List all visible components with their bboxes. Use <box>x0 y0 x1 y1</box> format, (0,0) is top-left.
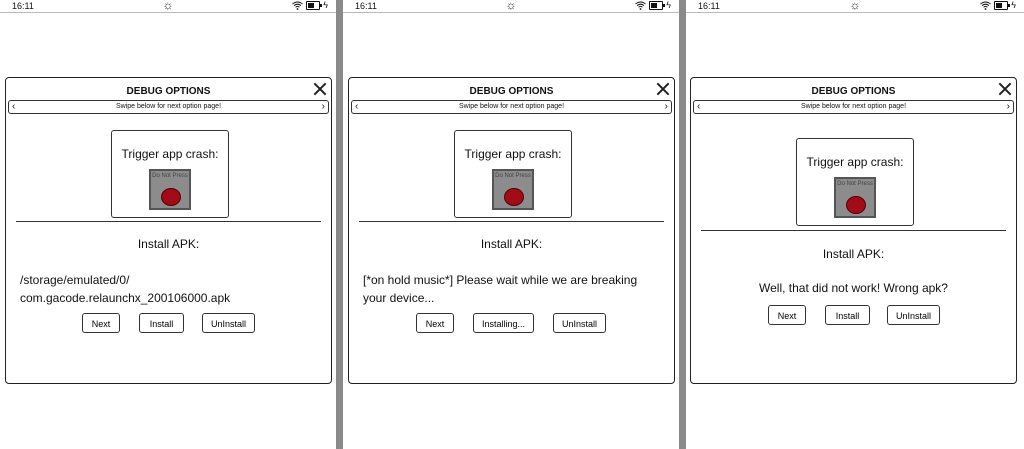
chevron-left-icon[interactable]: ‹ <box>355 101 359 112</box>
charging-icon: ϟ <box>1011 0 1016 10</box>
result-message: Well, that did not work! Wrong apk? <box>759 281 948 295</box>
crash-label: Trigger app crash: <box>464 147 562 161</box>
status-time: 16:11 <box>355 1 377 11</box>
pager-text: Swipe below for next option page! <box>115 103 222 110</box>
install-button[interactable]: Install <box>139 313 184 333</box>
charging-icon: ϟ <box>666 0 671 10</box>
status-time: 16:11 <box>12 1 34 11</box>
install-button[interactable]: Installing... <box>473 313 534 333</box>
divider <box>16 221 321 222</box>
crash-button[interactable] <box>149 169 191 210</box>
crash-label: Trigger app crash: <box>806 155 904 169</box>
uninstall-button[interactable]: UnInstall <box>887 305 940 325</box>
wifi-icon <box>292 1 303 10</box>
crash-button-label: Do Not Press <box>495 173 531 179</box>
next-button[interactable]: Next <box>768 305 806 325</box>
close-icon[interactable] <box>998 82 1012 96</box>
close-icon[interactable] <box>656 82 670 96</box>
battery-icon <box>649 1 663 10</box>
chevron-right-icon[interactable]: › <box>321 101 325 112</box>
debug-options-dialog <box>348 77 675 384</box>
chevron-right-icon[interactable]: › <box>664 101 668 112</box>
wifi-icon <box>980 1 991 10</box>
sun-icon: ☼ <box>849 0 861 12</box>
divider <box>359 221 664 222</box>
dialog-title: DEBUG OPTIONS <box>126 86 211 97</box>
crash-button[interactable] <box>492 169 534 210</box>
uninstall-button[interactable]: UnInstall <box>553 313 606 333</box>
divider <box>701 230 1006 231</box>
crash-section <box>454 130 572 218</box>
install-label: Install APK: <box>822 247 885 261</box>
chevron-left-icon[interactable]: ‹ <box>697 101 701 112</box>
battery-icon <box>994 1 1008 10</box>
crash-section <box>796 138 914 226</box>
crash-button-label: Do Not Press <box>837 181 873 187</box>
red-button-icon <box>846 196 866 214</box>
debug-options-dialog <box>5 77 332 384</box>
crash-label: Trigger app crash: <box>121 147 219 161</box>
chevron-left-icon[interactable]: ‹ <box>12 101 16 112</box>
device-screen-1 <box>0 0 336 449</box>
pager-text: Swipe below for next option page! <box>800 103 907 110</box>
device-screen-3 <box>686 0 1024 449</box>
dialog-title: DEBUG OPTIONS <box>811 86 896 97</box>
apk-path-text: /storage/emulated/0/ com.gacode.relaunchx_200106000.apk <box>20 273 231 305</box>
pager-text: Swipe below for next option page! <box>458 103 565 110</box>
debug-options-dialog <box>690 77 1017 384</box>
install-button[interactable]: Install <box>825 305 870 325</box>
status-bar <box>686 0 1024 13</box>
sun-icon: ☼ <box>505 0 517 12</box>
charging-icon: ϟ <box>323 0 328 10</box>
close-icon[interactable] <box>313 82 327 96</box>
page-swiper[interactable] <box>351 100 672 114</box>
red-button-icon <box>161 188 181 206</box>
install-label: Install APK: <box>480 237 543 251</box>
status-bar <box>0 0 336 13</box>
next-button[interactable]: Next <box>416 313 454 333</box>
status-message: [*on hold music*] Please wait while we are breaking your device... <box>363 273 638 305</box>
page-swiper[interactable] <box>8 100 329 114</box>
sun-icon: ☼ <box>162 0 174 12</box>
wifi-icon <box>635 1 646 10</box>
install-label: Install APK: <box>137 237 200 251</box>
crash-button-label: Do Not Press <box>152 173 188 179</box>
status-bar <box>343 0 679 13</box>
device-screen-2 <box>343 0 679 449</box>
dialog-title: DEBUG OPTIONS <box>469 86 554 97</box>
battery-icon <box>306 1 320 10</box>
red-button-icon <box>504 188 524 206</box>
uninstall-button[interactable]: UnInstall <box>202 313 255 333</box>
status-time: 16:11 <box>698 1 720 11</box>
next-button[interactable]: Next <box>82 313 120 333</box>
crash-button[interactable] <box>834 177 876 218</box>
crash-section <box>111 130 229 218</box>
chevron-right-icon[interactable]: › <box>1006 101 1010 112</box>
page-swiper[interactable] <box>693 100 1014 114</box>
